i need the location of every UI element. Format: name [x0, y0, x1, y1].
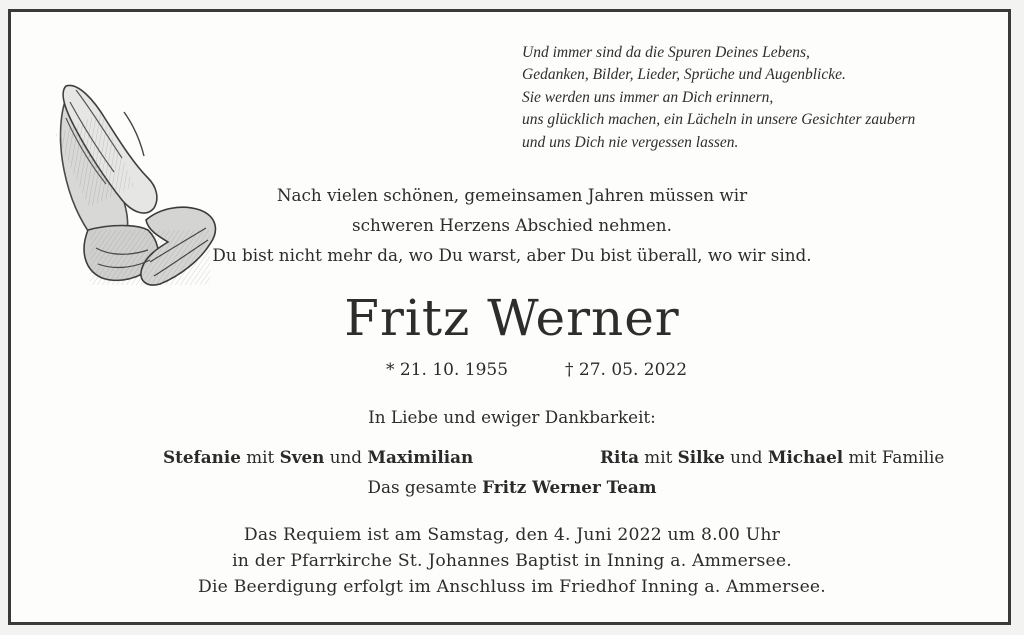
requiem-line: Das Requiem ist am Samstag, den 4. Juni 2022 um 8.00 Uhr [243, 525, 781, 545]
team-line [0, 477, 1024, 497]
mourners [0, 447, 1024, 471]
mourner-name: Maximilian [367, 447, 474, 467]
mourner-name: Silke [677, 447, 725, 467]
connector: und [324, 447, 368, 467]
poem-line: Und immer sind da die Spuren Deines Lebens, [522, 44, 810, 61]
team-prefix: Das gesamte [367, 477, 483, 497]
poem-line: und uns Dich nie vergessen lassen. [522, 133, 739, 151]
mourner-name: Stefanie [163, 447, 241, 467]
deceased-name: Fritz Werner [344, 289, 680, 347]
mourner-name: Sven [279, 447, 325, 467]
team-name: Fritz Werner Team [482, 477, 657, 497]
intro-text [0, 180, 1024, 270]
intro-line: Du bist nicht mehr da, wo Du warst, aber Du bist überall, wo wir sind. [212, 245, 812, 265]
birth-date: * 21. 10. 1955 [386, 360, 509, 380]
life-dates [0, 360, 1024, 384]
mourners-right [600, 447, 944, 467]
connector: und [724, 447, 768, 467]
poem-line: Sie werden uns immer an Dich erinnern, [522, 88, 774, 106]
intro-line: schweren Herzens Abschied nehmen. [352, 215, 672, 235]
requiem-info [0, 522, 1024, 600]
connector: mit Familie [843, 447, 945, 467]
connector: mit [240, 447, 280, 467]
poem-line: Gedanken, Bilder, Lieder, Sprüche und Augenblicke. [522, 66, 846, 84]
requiem-line: in der Pfarrkirche St. Johannes Baptist in Inning a. Ammersee. [232, 551, 792, 571]
poem-line: uns glücklich machen, ein Lächeln in unsere Gesichter zaubern [522, 111, 916, 129]
dedication: In Liebe und ewiger Dankbarkeit: [368, 407, 656, 427]
mourner-name: Michael [767, 447, 844, 467]
mourners-left [163, 447, 473, 467]
death-date: † 27. 05. 2022 [565, 360, 688, 380]
connector: mit [638, 447, 678, 467]
requiem-line: Die Beerdigung erfolgt im Anschluss im Friedhof Inning a. Ammersee. [198, 577, 826, 597]
intro-line: Nach vielen schönen, gemeinsamen Jahren müssen wir [276, 185, 748, 205]
poem [522, 42, 1002, 154]
mourner-name: Rita [600, 447, 639, 467]
